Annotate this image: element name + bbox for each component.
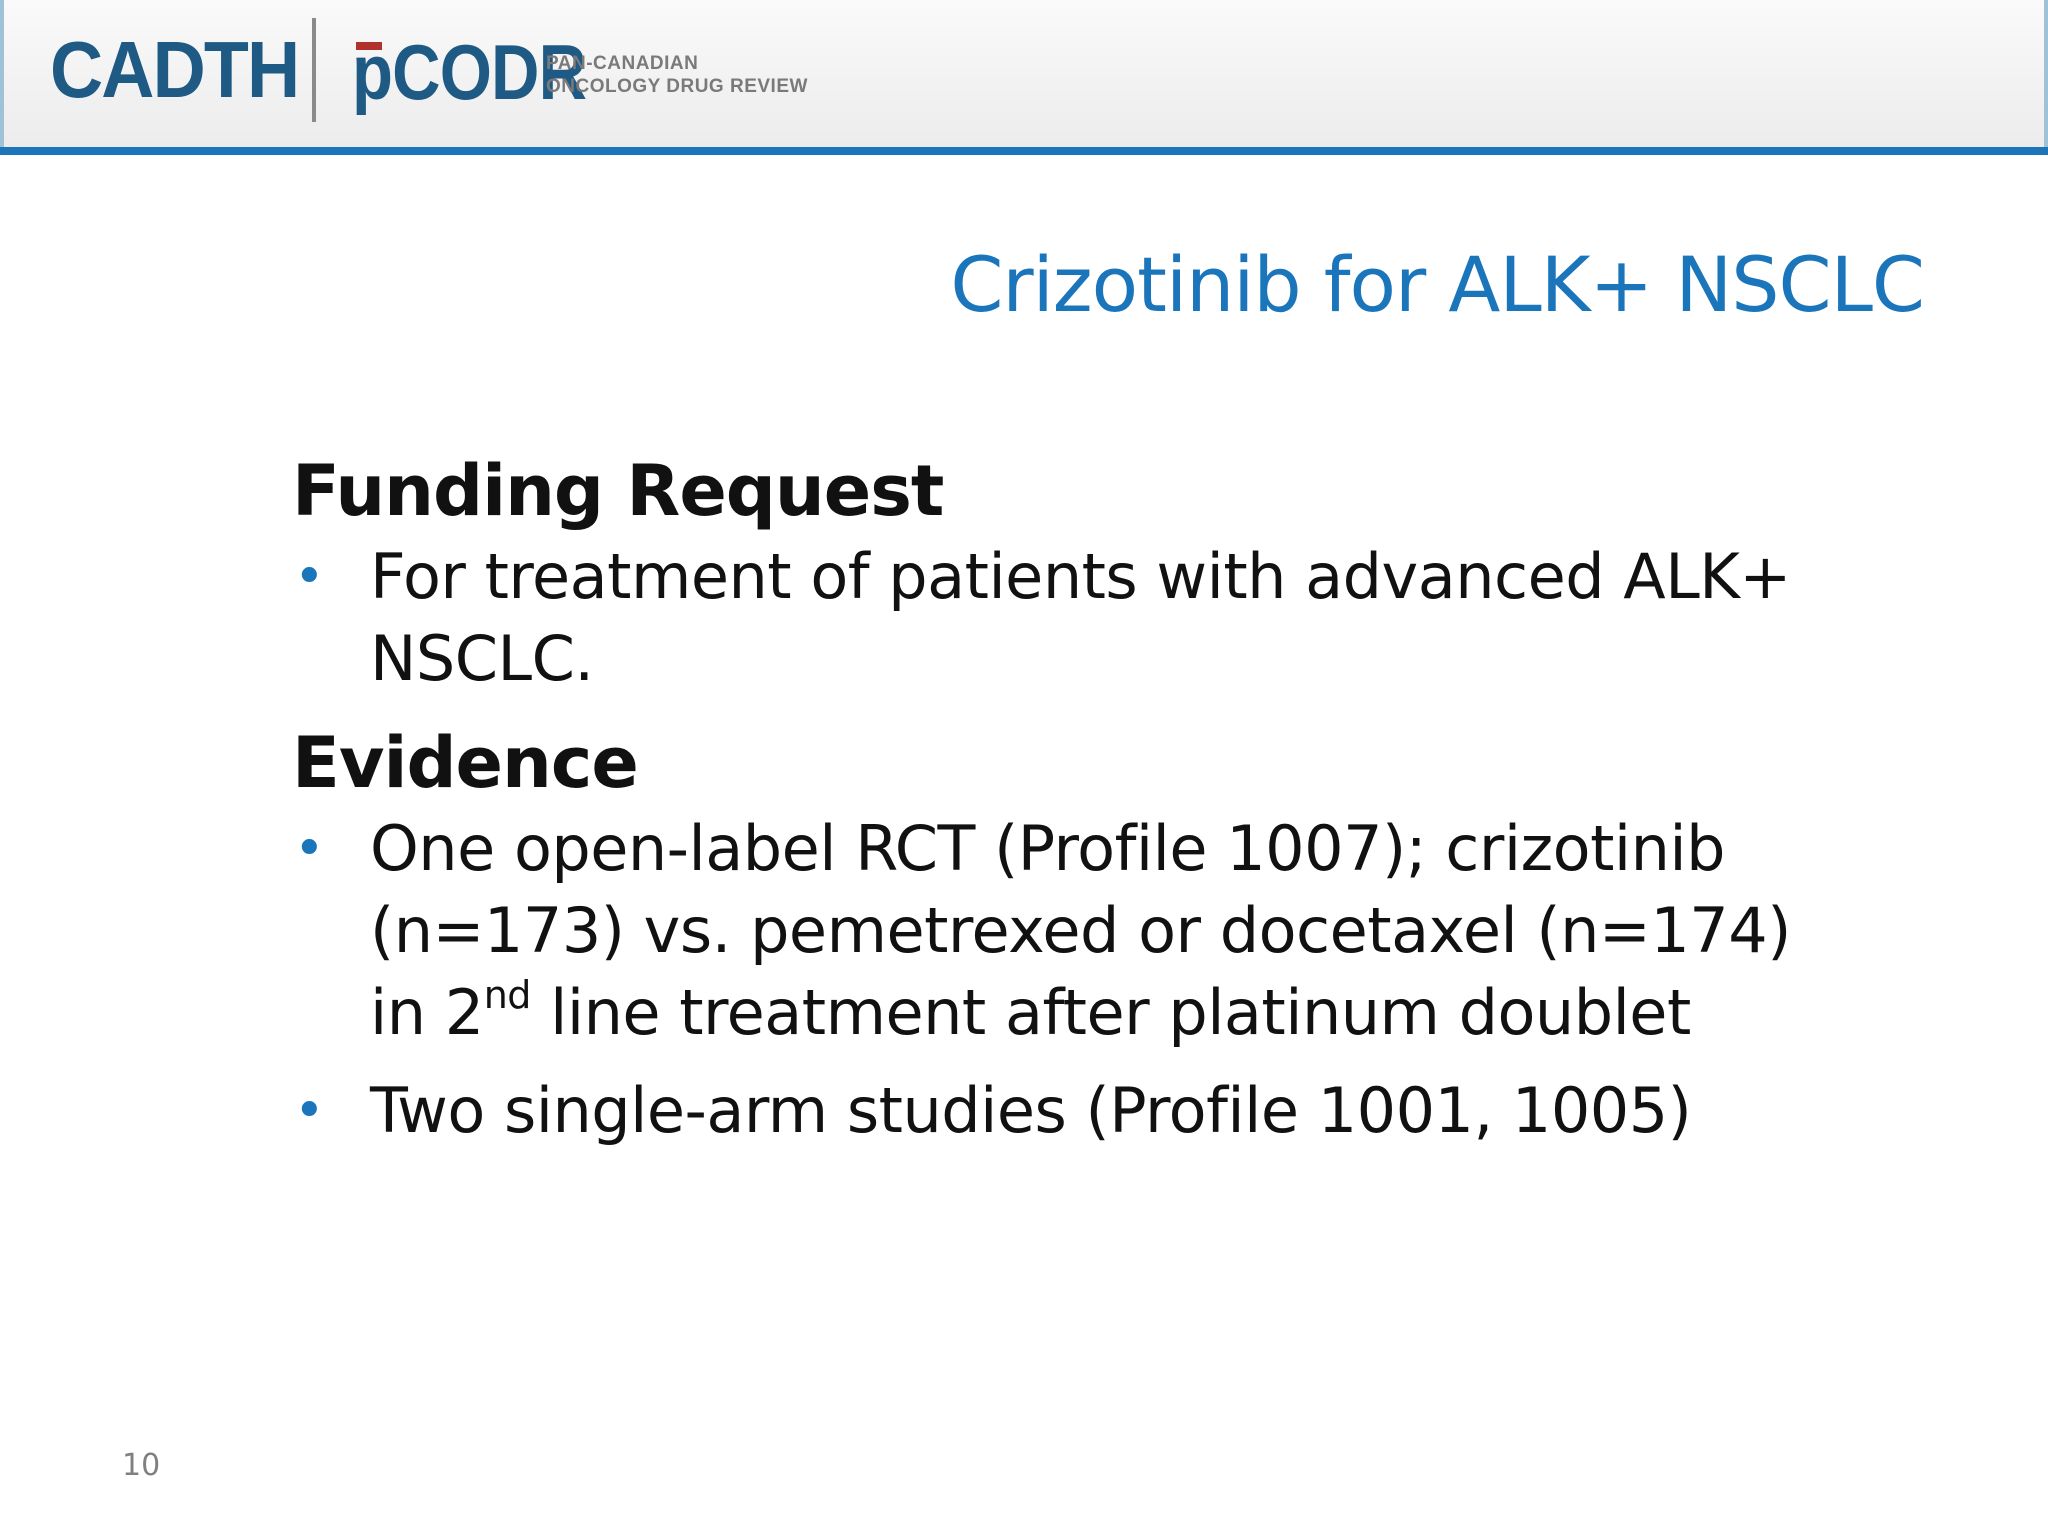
bullet-text: One open-label RCT (Profile 1007); crizotinib (n=173) vs. pemetrexed or docetaxel (n=174) in 2 [370,812,1791,1049]
bullet-icon: • [294,819,325,879]
header-band [0,0,2048,147]
bullet-text: Two single-arm studies (Profile 1001, 1005) [370,1074,1692,1147]
list-item [292,808,1852,1054]
bullet-text-tail: line treatment after platinum doublet [530,976,1691,1049]
bullet-icon: • [294,547,325,607]
header-rule [0,147,2048,155]
section-heading-funding: Funding Request [292,450,944,532]
page-number: 10 [122,1448,161,1483]
pcodr-tagline-line2: ONCOLOGY DRUG REVIEW [546,76,808,97]
slide-title: Crizotinib for ALK+ NSCLC [950,240,1924,329]
pcodr-tagline-line1: PAN-CANADIAN [546,53,699,74]
section-heading-evidence: Evidence [292,722,638,804]
slide-body [292,446,1852,1152]
pcodr-logo-text: pCODR [352,28,587,116]
pcodr-tagline [546,52,808,98]
funding-bullets [292,536,1852,700]
list-item [292,1070,1852,1152]
cadth-logo: CADTH [50,25,299,114]
logo-divider [312,18,316,122]
ordinal-superscript: nd [483,973,531,1017]
list-item [292,536,1852,700]
bullet-icon: • [294,1081,325,1141]
bullet-text: For treatment of patients with advanced ALK+ NSCLC. [370,540,1791,695]
evidence-bullets [292,808,1852,1152]
